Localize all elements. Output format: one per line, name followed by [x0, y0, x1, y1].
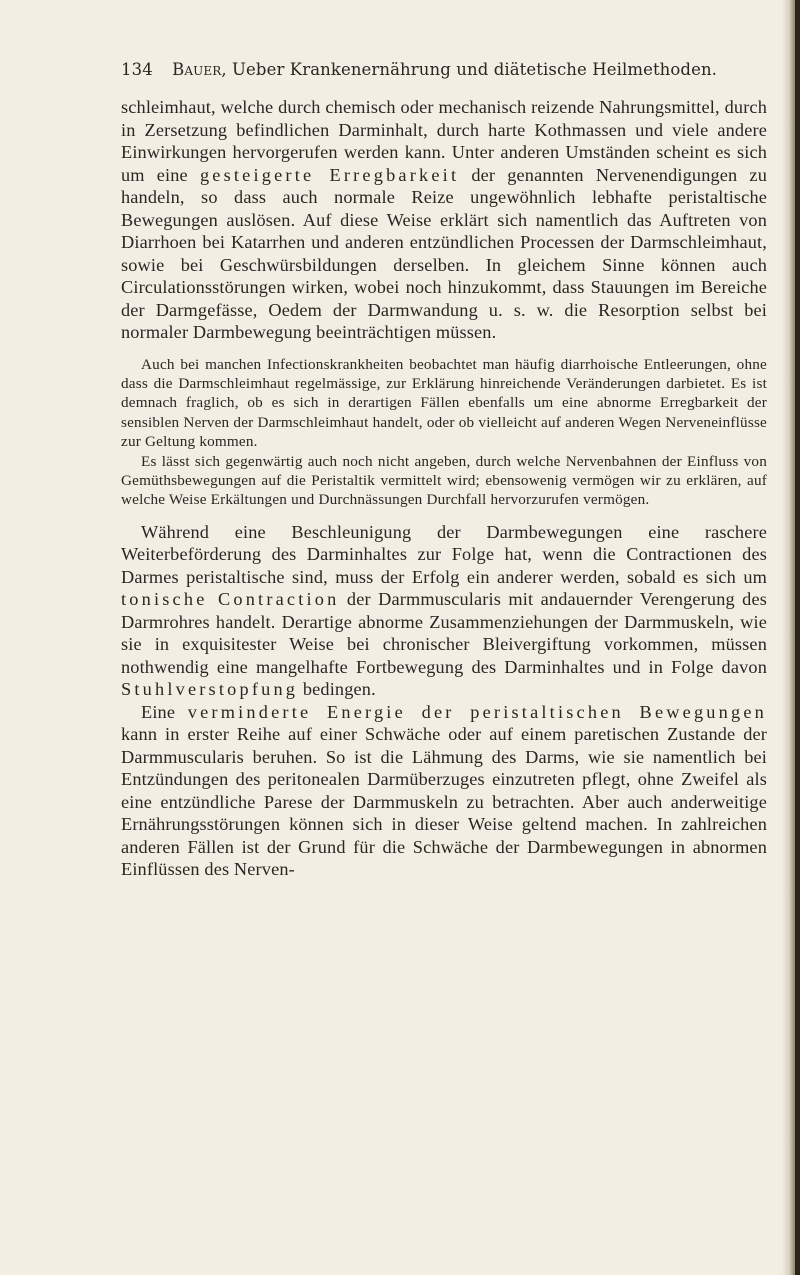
emphasis-gesteigerte-erregbarkeit: gesteigerte Erregbarkeit	[199, 164, 460, 185]
text-column	[121, 96, 767, 881]
paragraph-1-text-c: der genannten Nervenendigungen zu handeln, so dass auch normale Reize ungewöhnlich lebhafte peristaltische Bewegungen auslösen. Auf diese Weise erklärt sich namentlich das Auftreten von Diarrhoen bei Katarrhen und anderen entzündlichen Processen der Darmschleimhaut, sowie bei Geschwürsbildungen derselben. In gleichem Sinne können auch Circulationsstörungen wirken, wobei noch hinzukommt, dass Stauungen im Bereiche der Darmgefässe, Oedem der Darmwandung u. s. w. die Resorption selbst bei normaler Darmbewegung beeinträchtigen müssen.	[121, 164, 767, 342]
paragraph-1	[121, 96, 767, 344]
emphasis-verminderte-energie: verminderte Energie der peristaltischen Bewegungen	[187, 701, 767, 722]
emphasis-stuhlverstopfung: Stuhlverstopfung	[121, 679, 299, 700]
header-title: , Ueber Krankenernährung und diätetische Heilmethoden.	[221, 60, 718, 79]
header-author: Bauer	[172, 60, 222, 79]
running-header	[121, 60, 761, 79]
paragraph-3	[121, 701, 767, 881]
paragraph-3-text-c: kann in erster Reihe auf einer Schwäche oder auf einem paretischen Zustande der Darmmuscularis beruhen. So ist die Lähmung des Darms, wie sie namentlich bei Entzündungen des peritonealen Darmüberzuges einzutreten pflegt, ohne Zweifel als eine entzündliche Parese der Darmmuskeln zu betrachten. Aber auch anderweitige Ernährungsstörungen können sich in dieser Weise geltend machen. In zahlreichen anderen Fällen ist der Grund für die Schwäche der Darmbewegungen in abnormen Einflüssen des Nerven-	[121, 724, 767, 880]
paragraph-2	[121, 521, 767, 701]
small-paragraph-1: Auch bei manchen Infectionskrankheiten beobachtet man häufig diarrhoische Entleerungen, ohne dass die Darmschleimhaut regelmässige, zur Erklärung hinreichende Veränderungen darbietet. Es ist demnach fraglich, ob es sich in derartigen Fällen ebenfalls um eine abnorme Erregbarkeit der sensiblen Nerven der Darmschleimhaut handelt, oder ob vielleicht auf anderen Wegen Nerveneinflüsse zur Geltung kommen.	[121, 355, 767, 451]
paragraph-2-text-c: der Darmmuscularis mit andauernder Verengerung des Darmrohres handelt. Derartige abnorme Zusammenziehungen der Darmmuskeln, wie sie in exquisitester Weise bei chronischer Bleivergiftung vorkommen, müssen nothwendig eine mangelhafte Fortbewegung des Darminhaltes und in Folge davon	[121, 589, 768, 677]
paragraph-1-text-a: schleimhaut, welche durch chemisch oder mechanisch reizende Nahrungsmittel, durch in Zersetzung befindlichen Darminhalt, durch harte Kothmassen und viele andere Einwirkungen hervorgerufen werden kann. Unter anderen Umständen scheint es sich um eine	[121, 97, 767, 185]
page-number: 134	[121, 60, 153, 79]
paragraph-2-text-a: Während eine Beschleunigung der Darmbewegungen eine raschere Weiterbeförderung des Darminhaltes zur Folge hat, wenn die Contractionen des Darmes peristaltische sind, muss der Erfolg ein anderer werden, sobald es sich um	[121, 521, 767, 587]
paragraph-2-text-e: bedingen.	[298, 679, 376, 700]
small-paragraph-2: Es lässt sich gegenwärtig auch noch nicht angeben, durch welche Nervenbahnen der Einfluss von Gemüthsbewegungen auf die Peristaltik vermittelt wird; ebensowenig vermögen wir zu erklären, auf welche Weise Erkältungen und Durchnässungen Durchfall hervorzurufen vermögen.	[121, 452, 767, 509]
emphasis-tonische-contraction: tonische Contraction	[121, 589, 340, 610]
binding-edge-dark	[795, 0, 800, 1275]
paragraph-3-text-a: Eine	[141, 701, 188, 722]
